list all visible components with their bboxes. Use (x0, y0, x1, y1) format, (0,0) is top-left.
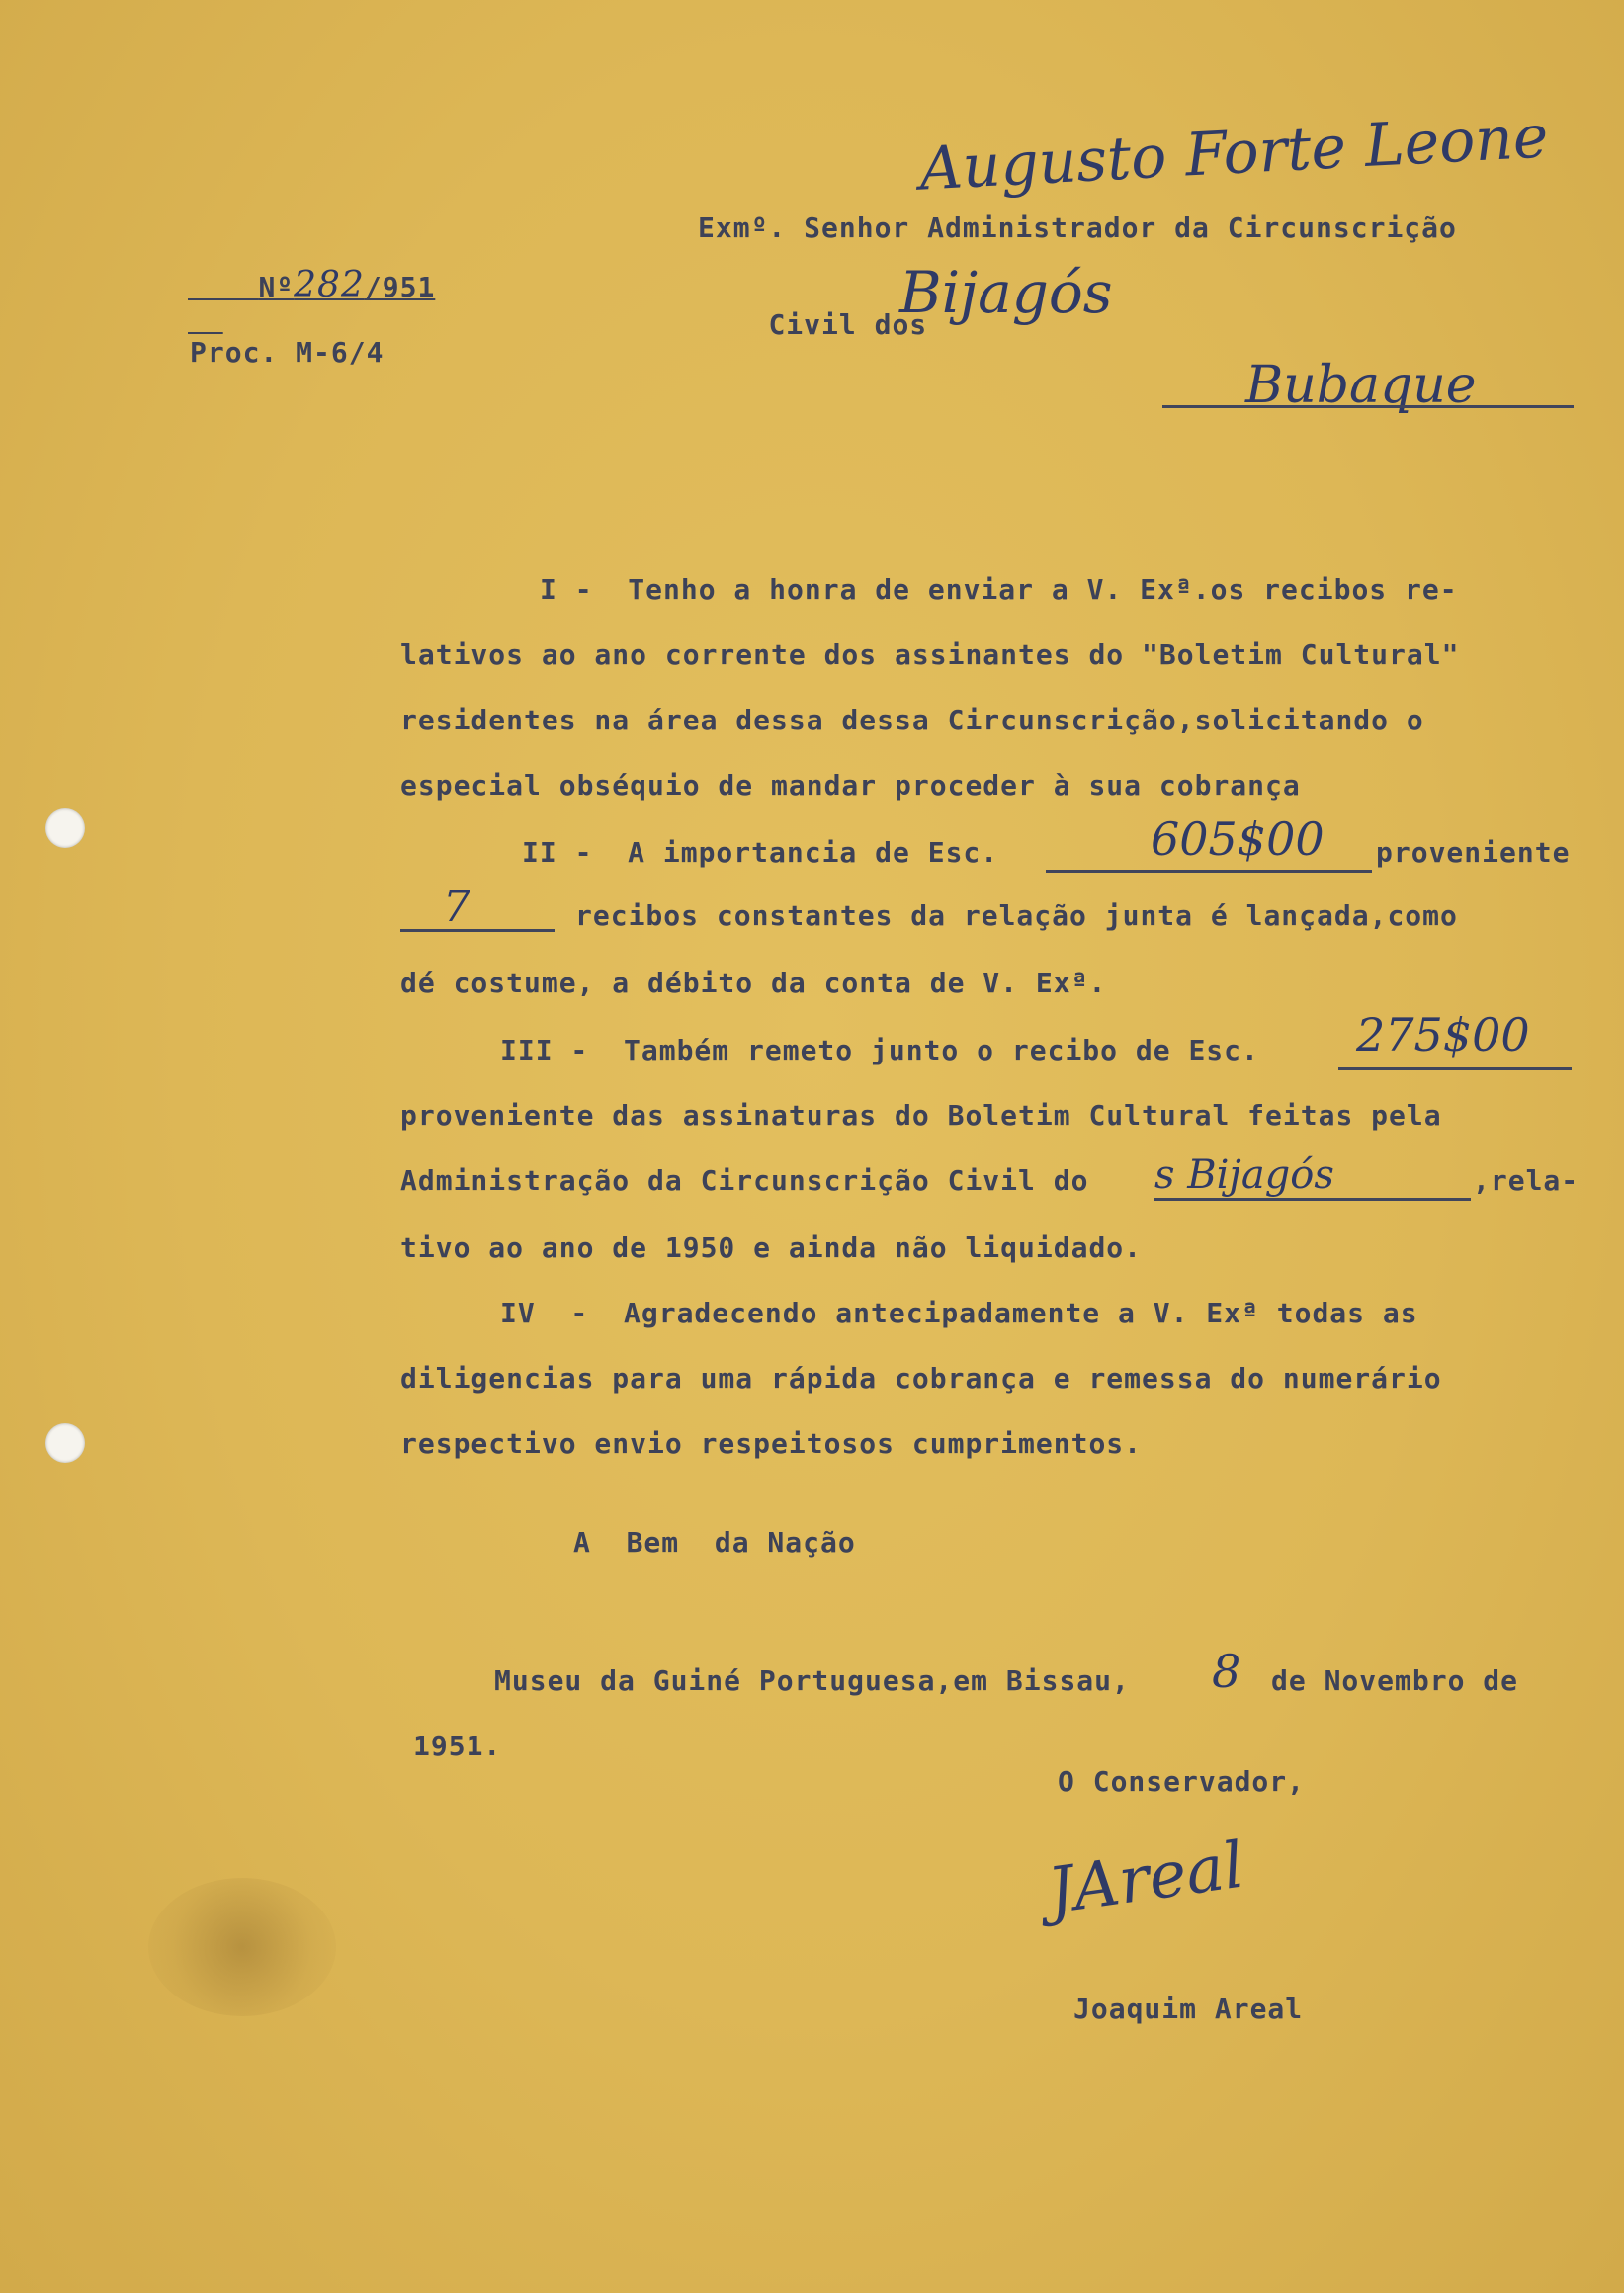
paragraph-4-line-2: diligencias para uma rápida cobrança e remessa do numerário (400, 1362, 1442, 1395)
place-date-line-a: Museu da Guiné Portuguesa,em Bissau, (494, 1664, 1130, 1697)
ref-suffix: /951 (364, 271, 436, 303)
salutation: A Bem da Nação (573, 1526, 856, 1559)
place-handwritten: s Bijagós (1154, 1152, 1334, 1198)
paragraph-2-line-1a: II - A importancia de Esc. (522, 836, 999, 869)
paragraph-1-line-4: especial obséquio de mandar proceder à sua cobrança (400, 769, 1301, 802)
recipient-name: Augusto Forte Leone (917, 102, 1550, 205)
paragraph-3-line-1a: III - Também remeto junto o recibo de Esc. (500, 1034, 1259, 1066)
addressee-line-1: Exmº. Senhor Administrador da Circunscrição (698, 212, 1457, 244)
paragraph-1-line-3: residentes na área dessa dessa Circunscrição,solicitando o (400, 704, 1424, 736)
day-handwritten: 8 (1212, 1645, 1241, 1698)
paragraph-2-line-3: dé costume, a débito da conta de V. Exª. (400, 967, 1107, 999)
punch-hole-bottom (45, 1423, 85, 1463)
ref-handwritten: 282 (294, 265, 365, 305)
ref-prefix: Nº (258, 271, 295, 303)
paragraph-1-line-2: lativos ao ano corrente dos assinantes do "Boletim Cultural" (400, 638, 1460, 671)
paragraph-2-line-2b: recibos constantes da relação junta é lançada,como (575, 899, 1458, 932)
signatory-name: Joaquim Areal (1073, 1993, 1304, 2025)
reference-number (188, 235, 435, 338)
addressee-region: Bijagós (899, 259, 1113, 326)
amount-1-blank (1046, 870, 1372, 873)
paragraph-2-line-1b: proveniente (1376, 836, 1571, 869)
amount-2-blank (1338, 1067, 1572, 1070)
amount-1-handwritten: 605$00 (1151, 812, 1325, 866)
punch-hole-top (45, 808, 85, 848)
signature: JAreal (1043, 1828, 1249, 1929)
addressee-line-2 (698, 275, 927, 376)
place-date-line-b: de Novembro de (1271, 1664, 1519, 1697)
paragraph-4-line-1: IV - Agradecendo antecipadamente a V. Exª todas as (500, 1297, 1418, 1329)
year: 1951. (413, 1730, 502, 1762)
place-blank (1154, 1198, 1471, 1201)
location-underline (1162, 405, 1574, 408)
paragraph-3-line-4: tivo ao ano de 1950 e ainda não liquidado. (400, 1231, 1143, 1264)
count-blank (400, 929, 555, 932)
paragraph-1-line-1: I - Tenho a honra de enviar a V. Exª.os recibos re- (540, 573, 1458, 606)
receipt-count-handwritten: 7 (443, 882, 470, 932)
paragraph-3-line-2: proveniente das assinaturas do Boletim Cultural feitas pela (400, 1099, 1442, 1132)
addressee-civil: Civil dos (768, 308, 928, 341)
addressee-location: Bubaque (1245, 356, 1477, 415)
stain-mark (148, 1878, 336, 2016)
paragraph-3-line-3b: ,rela- (1473, 1164, 1580, 1197)
process-reference: Proc. M-6/4 (190, 336, 385, 369)
amount-2-handwritten: 275$00 (1356, 1008, 1530, 1062)
paragraph-4-line-3: respectivo envio respeitosos cumprimentos. (400, 1427, 1143, 1460)
paragraph-3-line-3a: Administração da Circunscrição Civil do (400, 1164, 1089, 1197)
signatory-role: O Conservador, (1058, 1765, 1306, 1798)
